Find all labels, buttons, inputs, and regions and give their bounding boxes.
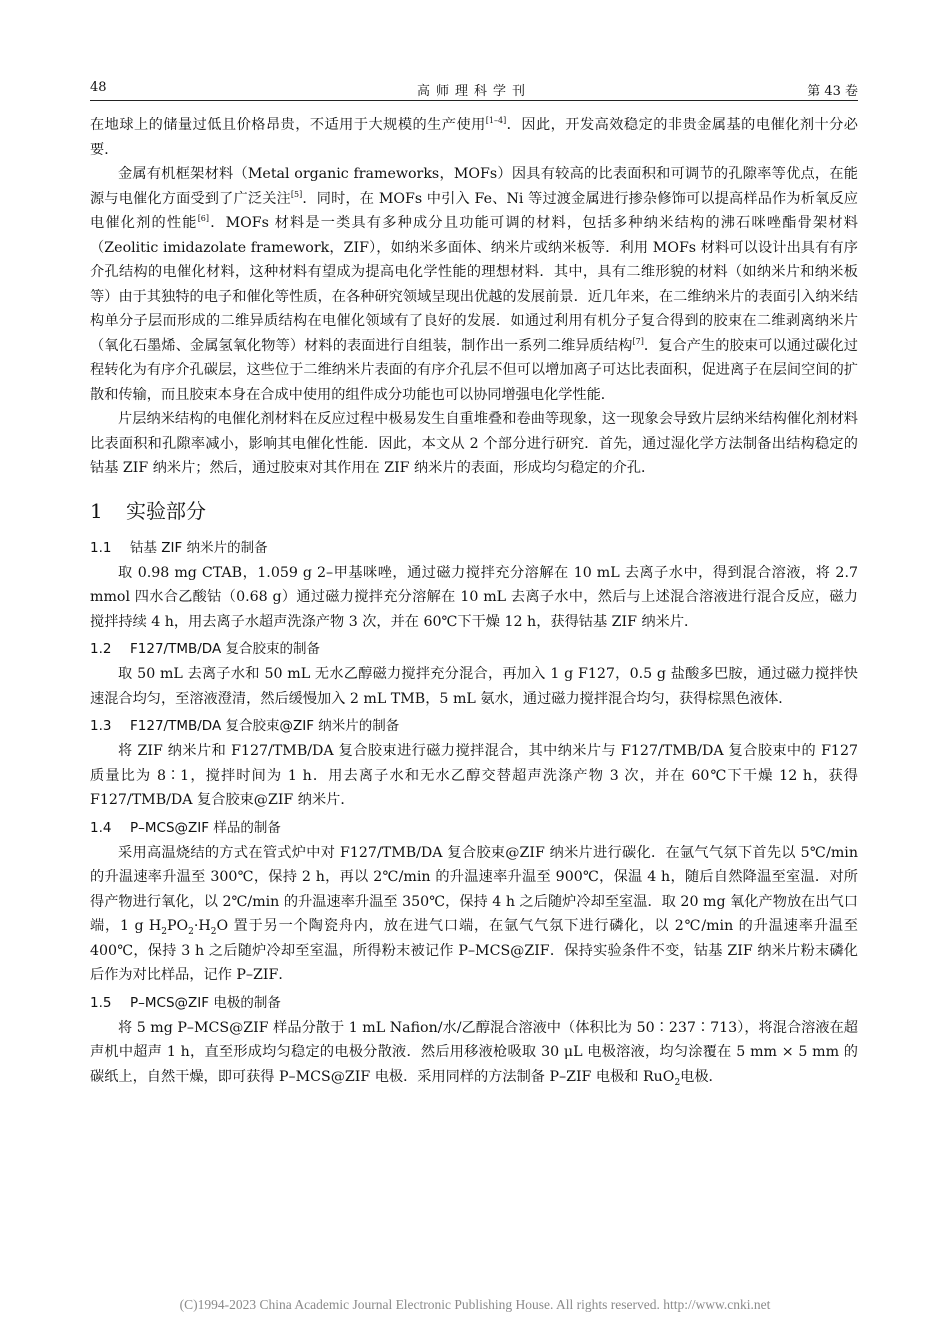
subsection-heading: 1.2 F127/TMB/DA 复合胶束的制备: [90, 641, 320, 657]
volume-label: 第 43 卷: [807, 84, 858, 99]
subsection-text: 取 0.98 mg CTAB，1.059 g 2–甲基咪唑，通过磁力搅拌充分溶解在 10 mL 去离子水中，得到混合溶液，将 2.7 mmol 四水合乙酸钴（0.68 g）通过磁力搅拌充分溶解在 10 mL 去离子水中，然后与上述混合溶液进行混合反应，磁力搅拌持续 4 h，用去离子水超声洗涤产物 3 次，并在 60℃下干燥 12 h，获得钴基 ZIF 纳米片．: [90, 564, 858, 630]
journal-title: 高师理科学刊: [416, 84, 531, 99]
paragraph-continuation: 在地球上的储量过低且价格昂贵，不适用于大规模的生产使用[1–4]．因此，开发高效稳定的非贵金属基的电催化剂十分必要．: [90, 116, 858, 158]
section-number: 1: [90, 498, 103, 523]
subsection-heading: 1.1 钴基 ZIF 纳米片的制备: [90, 539, 268, 556]
citation-ref: [6]: [197, 214, 210, 223]
paragraph-motivation: 片层纳米结构的电催化剂材料在反应过程中极易发生自重堆叠和卷曲等现象，这一现象会导致片层纳米结构催化剂材料比表面积和孔隙率减小，影响其电催化性能．因此，本文从 2 个部分进行研究．首先，通过湿化学方法制备出结构稳定的钴基 ZIF 纳米片；然后，通过胶束对其作用在 ZIF 纳米片的表面，形成均匀稳定的介孔．: [90, 411, 858, 476]
subsection-text: 将 ZIF 纳米片和 F127/TMB/DA 复合胶束进行磁力搅拌混合，其中纳米片与 F127/TMB/DA 复合胶束中的 F127 质量比为 8∶1，搅拌时间为 1 h．用去离子水和无水乙醇交替超声洗涤产物 3 次，并在 60℃下干燥 12 h，获得 F127/TMB/DA 复合胶束@ZIF 纳米片．: [90, 743, 858, 808]
citation-ref: [1–4]: [485, 116, 507, 125]
subsection-text: 采用高温烧结的方式在管式炉中对 F127/TMB/DA 复合胶束@ZIF 纳米片进行碳化．在氩气气氛下首先以 5℃/min 的升温速率升温至 300℃，保持 2 h，再以 2℃/min 的升温速率升温至 900℃，保温 4 h，随后自然降温至室温．对所得产物进行氧化，以 2℃/min 的升温速率升温至 350℃，保持 4 h 之后随炉冷却至室温．取 20 mg 氧化产物放在出气口端，1 g $H_2PO_2\cdot H_2O$ 置于另一个陶瓷舟内，放在进气口端，在氩气气氛下进行磷化，以 2℃/min 的升温速率升温至 400℃，保持 3 h 之后随炉冷却至室温，所得粉末被记作 P–MCS@ZIF．保持实验条件不变，钴基 ZIF 纳米片粉末磷化后作为对比样品，记作 P–ZIF．: [90, 844, 858, 983]
subsection-heading: 1.3 F127/TMB/DA 复合胶束@ZIF 纳米片的制备: [90, 718, 400, 734]
running-header: [90, 78, 858, 101]
copyright-footer: (C)1994-2023 China Academic Journal Electronic Publishing House. All rights reserved. http://www.cnki.net: [179, 1297, 771, 1312]
subsection-heading: 1.5 P–MCS@ZIF 电极的制备: [90, 994, 281, 1011]
subsection-text: 将 5 mg P–MCS@ZIF 样品分散于 1 mL Nafion/水/乙醇混合溶液中（体积比为 50∶237∶713），将混合溶液在超声机中超声 1 h，直至形成均匀稳定的电极分散液．然后用移液枪吸取 30 μL 电极溶液，均匀涂覆在 5 mm × 5 mm 的碳纸上，自然干燥，即可获得 P–MCS@ZIF 电极．采用同样的方法制备 P–ZIF 电极和 RuO$_2$电极．: [90, 1019, 858, 1088]
citation-ref: [5]: [290, 189, 303, 199]
subsection-text: 取 50 mL 去离子水和 50 mL 无水乙醇磁力搅拌充分混合，再加入 1 g F127，0.5 g 盐酸多巴胺，通过磁力搅拌快速混合均匀，至溶液澄清，然后缓慢加入 2 mL TMB，5 mL 氨水，通过磁力搅拌混合均匀，获得棕黑色液体．: [90, 666, 858, 707]
citation-ref: [7]: [632, 336, 644, 346]
paragraph-mofs: 金属有机框架材料（Metal organic frameworks，MOFs）因具有较高的比表面积和可调节的孔隙率等优点，在能源与电催化方面受到了广泛关注[5]．同时，在 MOFs 中引入 Fe、Ni 等过渡金属进行掺杂修饰可以提高样品作为析氧反应电催化剂的性能[6]．MOFs 材料是一类具有多种成分且功能可调的材料，包括多种纳米结构的沸石咪唑酯骨架材料（Zeolitic imidazolate framework，ZIF），如纳米多面体、纳米片或纳米板等．利用 MOFs 材料可以设计出具有有序介孔结构的电催化材料，这种材料有望成为提高电化学性能的理想材料．其中，具有二维形貌的材料（如纳米片和纳米板等）由于其独特的电子和催化等性质，在各种研究领域呈现出优越的发展前景．近几年来，在二维纳米片的表面引入纳米结构单分子层而形成的二维异质结构在电催化领域有了良好的发展．如通过利用有机分子复合得到的胶束在二维剥离纳米片（氧化石墨烯、金属氢氧化物等）材料的表面进行自组装，制作出一系列二维异质结构[7]．复合产生的胶束可以通过碳化过程转化为有序介孔碳层，这些位于二维纳米片表面的有序介孔层不但可以增加离子可达比表面积，促进离子在层间空间的扩散和传输，而且胶束本身在合成中使用的组件成分功能也可以协同增强电化学性能．: [90, 166, 858, 403]
article-body: [90, 113, 858, 1089]
section-title: 实验部分: [126, 498, 206, 523]
section-heading: [90, 497, 858, 525]
subsection-heading: 1.4 P–MCS@ZIF 样品的制备: [90, 819, 281, 836]
page-number: 48: [90, 80, 107, 95]
